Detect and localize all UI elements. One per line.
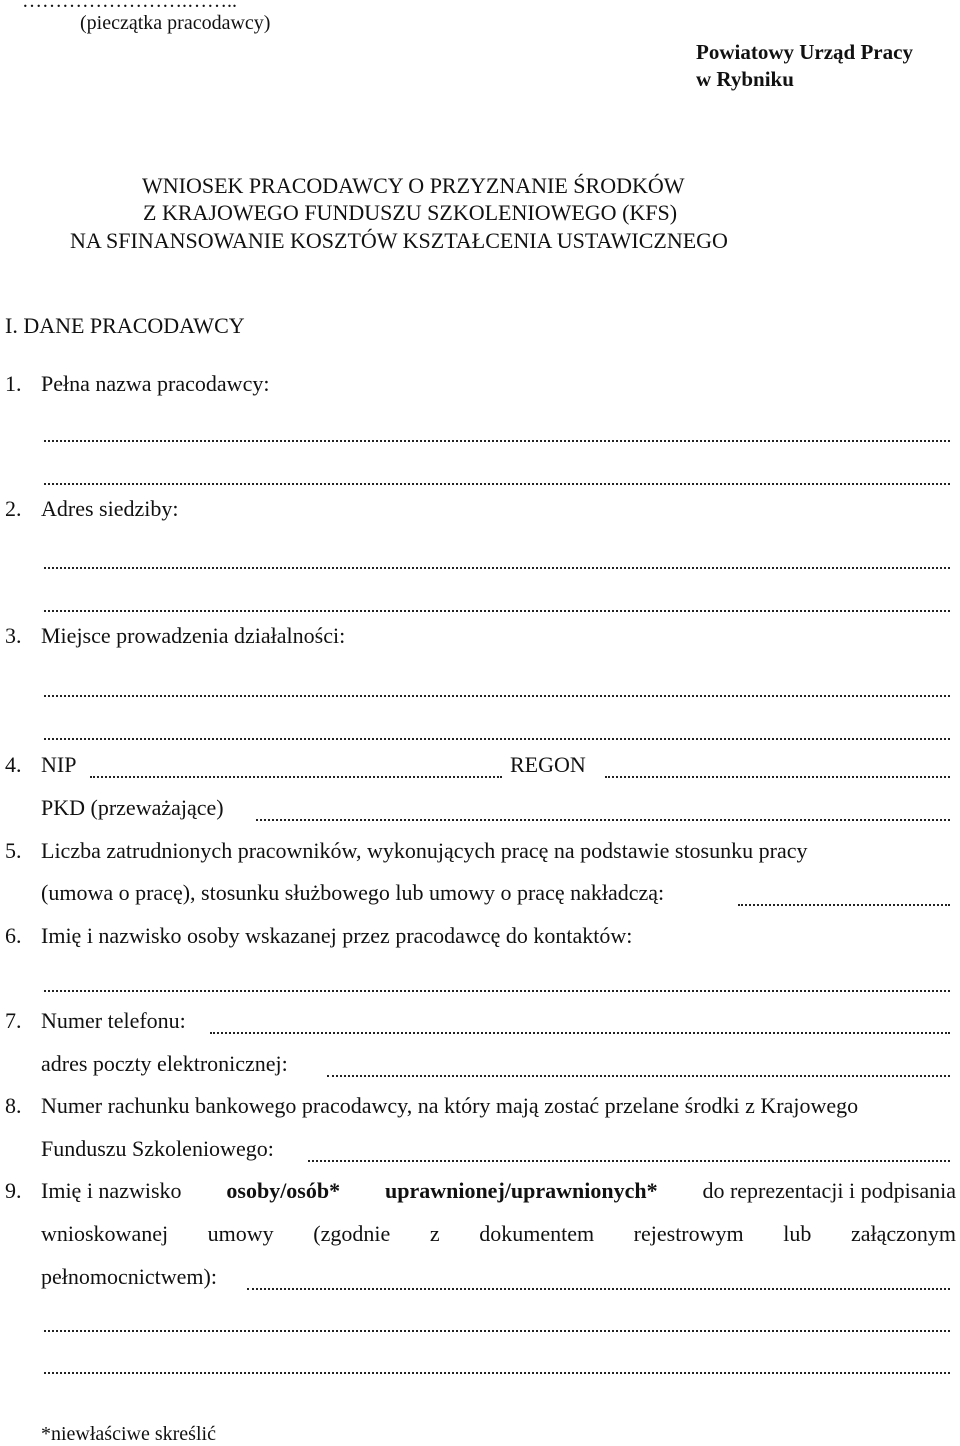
employees-count-field[interactable] [738, 904, 950, 906]
nip-field[interactable] [90, 776, 502, 778]
item-9-line-2: wnioskowanej umowy (zgodnie z dokumentem rejestrowym lub załączonym [41, 1221, 956, 1246]
item-9-pre: Imię i nazwisko [41, 1178, 182, 1203]
pkd-field[interactable] [256, 819, 950, 821]
item-5-line-1: Liczba zatrudnionych pracowników, wykonujących pracę na podstawie stosunku pracy [41, 838, 808, 863]
email-field[interactable] [327, 1075, 950, 1077]
item-3-fill-line-2[interactable] [44, 738, 950, 740]
item-1-fill-line-2[interactable] [44, 483, 950, 485]
representative-field-3[interactable] [44, 1372, 950, 1374]
item-2-number: 2. [5, 496, 22, 521]
item-8-line-2: Funduszu Szkoleniowego: [41, 1136, 274, 1161]
item-8-number: 8. [5, 1093, 22, 1118]
section-heading: I. DANE PRACODAWCY [5, 313, 245, 338]
office-city: w Rybniku [696, 67, 794, 91]
item-2-fill-line-2[interactable] [44, 610, 950, 612]
item-6-number: 6. [5, 923, 22, 948]
item-5-number: 5. [5, 838, 22, 863]
item-1-number: 1. [5, 371, 22, 396]
item-6-label: Imię i nazwisko osoby wskazanej przez pracodawcę do kontaktów: [41, 923, 633, 948]
item-9-bold-authorized: uprawnionej/uprawnionych* [384, 1178, 658, 1203]
item-9-bold-persons: osoby/osób* [226, 1178, 341, 1203]
item-1-label: Pełna nazwa pracodawcy: [41, 371, 270, 396]
regon-label: REGON [510, 752, 586, 777]
office-name: Powiatowy Urząd Pracy [696, 40, 913, 64]
contact-person-field[interactable] [44, 990, 950, 992]
item-8-line-1: Numer rachunku bankowego pracodawcy, na który mają zostać przelane środki z Krajowego [41, 1093, 859, 1118]
item-9-post: do reprezentacji i podpisania [702, 1178, 956, 1203]
stamp-dots: …………………….…….. [22, 0, 237, 12]
regon-field[interactable] [605, 776, 950, 778]
item-3-fill-line-1[interactable] [44, 695, 950, 697]
item-3-label: Miejsce prowadzenia działalności: [41, 623, 346, 648]
footnote: *niewłaściwe skreślić [41, 1423, 216, 1445]
nip-label: NIP [41, 752, 77, 777]
item-2-fill-line-1[interactable] [44, 567, 950, 569]
title-line-2: Z KRAJOWEGO FUNDUSZU SZKOLENIOWEGO (KFS) [143, 200, 678, 225]
item-3-number: 3. [5, 623, 22, 648]
phone-label: Numer telefonu: [41, 1008, 186, 1033]
phone-field[interactable] [210, 1032, 950, 1034]
representative-field-1[interactable] [247, 1288, 950, 1290]
item-9-line-3: pełnomocnictwem): [41, 1264, 217, 1289]
item-4-number: 4. [5, 752, 22, 777]
pkd-label: PKD (przeważające) [41, 795, 224, 820]
representative-field-2[interactable] [44, 1330, 950, 1332]
item-5-line-2: (umowa o pracę), stosunku służbowego lub umowy o pracę nakładczą: [41, 880, 665, 905]
item-2-label: Adres siedziby: [41, 496, 179, 521]
item-9-number: 9. [5, 1178, 22, 1203]
email-label: adres poczty elektronicznej: [41, 1051, 288, 1076]
title-line-1: WNIOSEK PRACODAWCY O PRZYZNANIE ŚRODKÓW [142, 173, 685, 198]
item-9-line-1 [41, 1178, 956, 1204]
item-1-fill-line-1[interactable] [44, 440, 950, 442]
stamp-label: (pieczątka pracodawcy) [80, 12, 271, 34]
item-7-number: 7. [5, 1008, 22, 1033]
bank-account-field[interactable] [308, 1160, 950, 1162]
title-line-3: NA SFINANSOWANIE KOSZTÓW KSZTAŁCENIA USTAWICZNEGO [70, 228, 728, 253]
